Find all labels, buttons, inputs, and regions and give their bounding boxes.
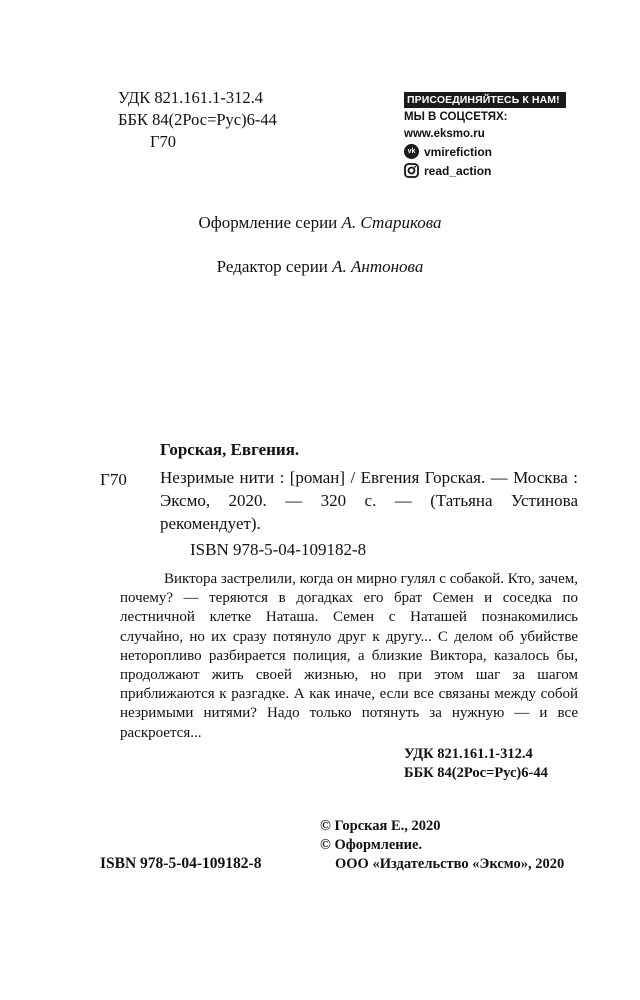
footer-isbn: ISBN 978-5-04-109182-8 xyxy=(100,855,262,872)
bib-author-mark: Г70 xyxy=(100,470,127,489)
vk-row[interactable] xyxy=(404,142,566,161)
udk-code: УДК 821.161.1-312.4 xyxy=(118,88,264,107)
social-block xyxy=(404,92,566,180)
footer-bbk: ББК 84(2Рос=Рус)6-44 xyxy=(404,765,548,781)
website-link[interactable]: www.eksmo.ru xyxy=(404,128,485,140)
instagram-handle: read_action xyxy=(424,163,492,178)
instagram-row[interactable] xyxy=(404,161,566,180)
bib-description: Незримые нити : [роман] / Евгения Горская. — Москва : Эксмо, 2020. — 320 с. — (Татьяна Устинова рекомендует). xyxy=(160,468,578,533)
copyright-block xyxy=(320,817,564,874)
footer-codes xyxy=(404,745,548,783)
series-design-credit xyxy=(0,213,640,233)
join-banner: ПРИСОЕДИНЯЙТЕСЬ К НАМ! xyxy=(404,92,566,108)
bib-isbn: ISBN 978-5-04-109182-8 xyxy=(190,540,367,559)
design-name: А. Старикова xyxy=(341,213,442,232)
author-heading: Горская, Евгения. xyxy=(160,440,300,459)
copyright-author: © Горская Е., 2020 xyxy=(320,818,441,834)
footer-udk: УДК 821.161.1-312.4 xyxy=(404,746,533,762)
bbk-code: ББК 84(2Рос=Рус)6-44 xyxy=(118,110,277,129)
editor-name: А. Антонова xyxy=(332,257,424,276)
copyright-design: © Оформление. xyxy=(320,837,423,853)
classification-codes xyxy=(118,87,277,153)
design-label: Оформление серии xyxy=(198,213,338,232)
author-mark: Г70 xyxy=(150,132,177,151)
vk-handle: vmirefiction xyxy=(424,144,493,159)
annotation: Виктора застрелили, когда он мирно гулял с собакой. Кто, зачем, почему? — теряются в догадках его брат Семен и соседка по лестничной клетке Наташа. Семен с Наташей познакомились случайно, но их сразу потянуло друг к другу... С делом об убийстве неторопливо разбирается полиция, а близкие Виктора, казалось бы, продолжают жить своей жизнью, но при этом шаг за шагом приближаются к разгадке. А как иначе, если все связаны между собой незримыми нитями? Надо только потянуть за нужную — и все раскроется... xyxy=(120,571,578,741)
publisher: ООО «Издательство «Эксмо», 2020 xyxy=(335,856,565,872)
vk-icon: vk xyxy=(404,144,419,159)
instagram-icon xyxy=(404,163,419,178)
networks-label: МЫ В СОЦСЕТЯХ: xyxy=(404,111,508,123)
series-editor-credit xyxy=(0,257,640,277)
editor-label: Редактор серии xyxy=(216,257,328,276)
